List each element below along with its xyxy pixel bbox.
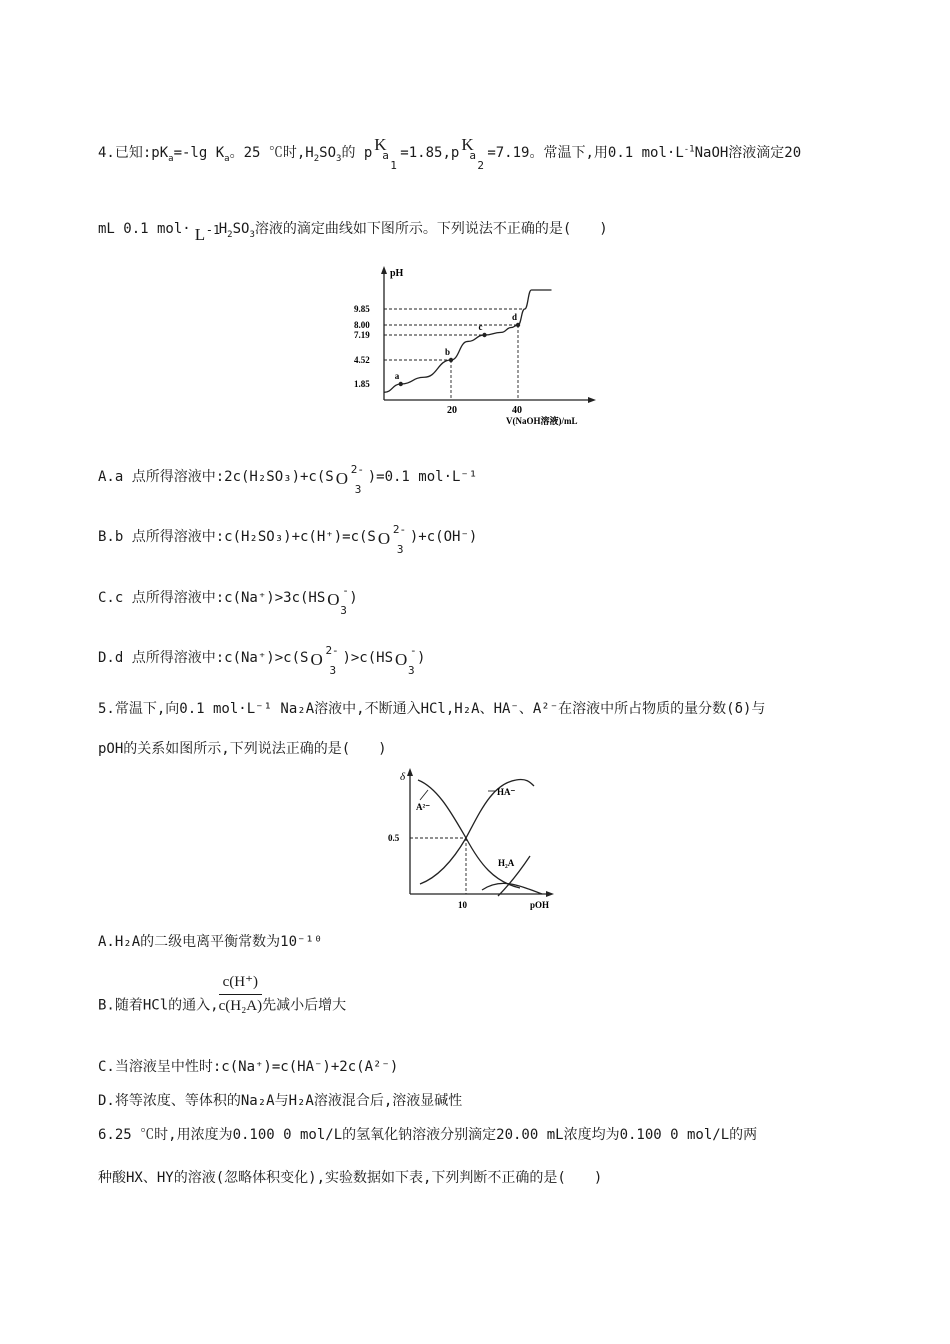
dist-xtick-0: 10 <box>458 900 467 910</box>
q5-option-a: A.H₂A的二级电离平衡常数为10⁻¹⁰ <box>98 934 323 950</box>
titration-ylabel: pH <box>390 268 404 279</box>
titration-point-label-b: b <box>445 347 451 357</box>
q4-option-c: C.c 点所得溶液中:c(Na⁺)>3c(HS O - 3 ) <box>98 584 358 617</box>
titration-point-label-d: d <box>512 312 518 322</box>
titration-point-a <box>399 382 403 386</box>
q4-line1: 4.已知$:pK_a=-\lg$ $K_a$。25 ℃时$,H_2SO_3$的 p K a 1 =1.85,p K a 2 =7.19。常温下,用0.1 $mol\cdot L^{-1}NaOH$溶液滴定20 <box>98 135 802 172</box>
dist-legend-a2: A²⁻ <box>416 802 430 812</box>
titration-ytick-1: 8.00 <box>354 320 370 330</box>
titration-ytick-0: 9.85 <box>354 304 370 314</box>
titration-point-b <box>449 358 453 362</box>
q4-option-b: B.b 点所得溶液中:c(H₂SO₃)+c(H⁺)=c(S O 2- 3 )+c(OH⁻) <box>98 523 478 556</box>
titration-ytick-3: 4.52 <box>354 355 370 365</box>
dist-ylabel: δ <box>400 771 406 783</box>
q4-option-a: A.a 点所得溶液中:2c(H₂SO₃)+c(S O 2- 3 )=0.1 mol·L⁻¹ <box>98 463 478 496</box>
dist-ytick-0: 0.5 <box>388 833 400 843</box>
q6-line2: 种酸HX、HY的溶液(忽略体积变化),实验数据如下表,下列判断不正确的是( ) <box>98 1170 603 1186</box>
q5-option-b: B.随着HCl的通入, $\frac{c(H^+)}{\text{c(H₂A)}}$ 先减小后增大 <box>98 974 347 1014</box>
q5-option-c: C.当溶液呈中性时:c(Na⁺)=c(HA⁻)+2c(A²⁻) <box>98 1059 399 1075</box>
fraction: $\frac{c(H^+)}{\text{c(H₂A)}}$ <box>218 974 263 1014</box>
titration-point-c <box>482 333 486 337</box>
titration-point-label-a: a <box>394 371 400 381</box>
titration-chart <box>340 262 610 434</box>
dist-legend-h2a: H₂A <box>498 858 515 868</box>
titration-point-label-c: c <box>478 322 483 332</box>
dist-xlabel: pOH <box>530 900 550 910</box>
titration-ytick-2: 7.19 <box>354 330 370 340</box>
titration-xtick-0: 20 <box>447 405 457 416</box>
dist-legend-ha: HA⁻ <box>497 787 516 797</box>
titration-xtick-1: 40 <box>512 405 522 416</box>
q5-option-d: D.将等浓度、等体积的Na₂A与H₂A溶液混合后,溶液显碱性 <box>98 1093 463 1109</box>
q4-line2: mL 0.1 mol· L -1 $H_2SO_3$溶液的滴定曲线如下图所示。下列说法不正确的是( ) <box>98 221 608 244</box>
q4-option-d: D.d 点所得溶液中:c(Na⁺)>c(S O 2- 3 )>c(HS O - 3 ) <box>98 644 426 677</box>
distribution-chart <box>380 766 560 916</box>
titration-point-d <box>516 323 520 327</box>
titration-xlabel: V(NaOH溶液)/mL <box>506 416 578 426</box>
q5-line1: 5.常温下,向0.1 mol·L⁻¹ Na₂A溶液中,不断通入HCl,H₂A、HA⁻、A²⁻在溶液中所占物质的量分数(δ)与 <box>98 701 766 717</box>
titration-curve <box>384 290 552 392</box>
q6-line1: 6.25 ℃时,用浓度为0.100 0 mol/L的氢氧化钠溶液分别滴定20.00 mL浓度均为0.100 0 mol/L的两 <box>98 1127 758 1143</box>
titration-ytick-4: 1.85 <box>354 379 370 389</box>
q5-line2: pOH的关系如图所示,下列说法正确的是( ) <box>98 741 387 757</box>
